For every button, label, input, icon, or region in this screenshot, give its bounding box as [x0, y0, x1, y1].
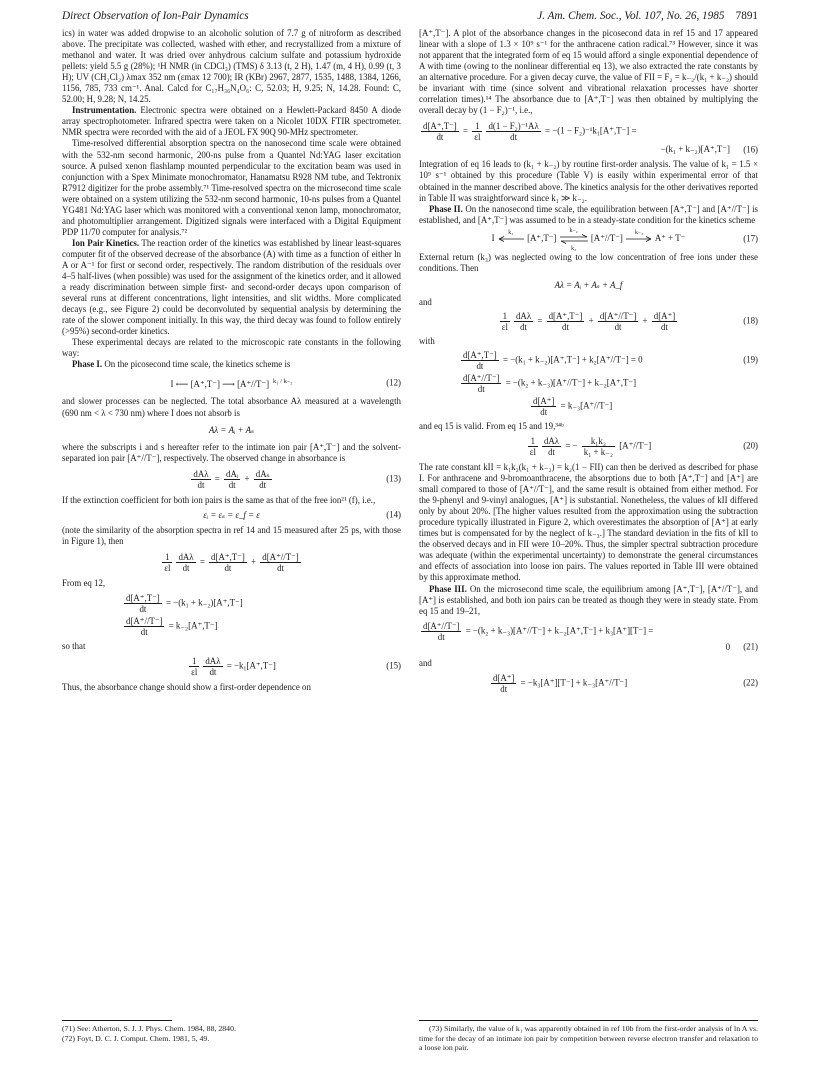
- equation-13: $\frac{\text{dAλ}}{dt}$ = $\frac{\text{dAᵢ}}{dt}$ + $\frac{\text{dAₛ}}{dt}$ (13): [193, 468, 401, 490]
- equation-rhs: = −(k₁ + k₋₂)[A⁺,T⁻] + k₂[A⁺//T⁻] = 0: [503, 354, 643, 365]
- equation-20: $\frac{1}{\varepsilon l}$ $\frac{\text{dAλ}}{dt}$ = − $\frac{\text{k₁k₂}}{\text{k₁ + k₋₂}}$ [A⁺//T⁻] (20): [529, 435, 758, 457]
- fraction-numerator: dAₛ: [255, 468, 270, 479]
- fraction-numerator: d[A⁺//T⁻]: [463, 372, 500, 383]
- equation-17: [419, 227, 758, 252]
- equation-number: (21): [743, 641, 758, 652]
- run-in-heading: Phase II.: [429, 203, 463, 214]
- equation-19: [459, 350, 758, 371]
- fraction-numerator: d[A⁺,T⁻]: [463, 349, 497, 360]
- fraction-denominator: dt: [437, 631, 445, 642]
- fraction-denominator: εl: [191, 666, 198, 677]
- equation-absorbance-three: Aλ = Aᵢ + Aₛ + A_f: [554, 279, 623, 290]
- paragraph-from-eq12: From eq 12,: [62, 577, 106, 588]
- arrow-right-icon: [625, 229, 653, 243]
- equation-rhs: = −(k₁ + k₋₂)[A⁺,T⁻]: [166, 597, 243, 608]
- equation-12: I ⟵ [A⁺,T⁻] ⟶ [A⁺//T⁻] $^{k_1 / k_{-2}}$ (12): [170, 377, 401, 390]
- equation-16-line-2: [419, 144, 758, 155]
- fraction-numerator: d[A⁺,T⁻]: [548, 310, 583, 321]
- fraction-numerator: 1: [162, 552, 172, 563]
- paragraph-absorbance: and slower processes can be neglected. The total absorbance Aλ measured at a wavelength (690 nm < λ < 730 nm) where I does not absorb is: [62, 396, 401, 418]
- right-column: [419, 28, 758, 698]
- fraction-numerator: dAλ: [193, 468, 209, 479]
- equation-rhs: = −(1 − F₂)⁻¹k₁[A⁺,T⁻] =: [544, 125, 637, 136]
- fraction-denominator: dt: [520, 321, 528, 332]
- equation-rhs: 0: [725, 641, 730, 652]
- equation-number: (20): [743, 440, 758, 451]
- paragraph-extinction: If the extinction coefficient for both ion pairs is the same as that of the free ion²¹ (f), i.e.,: [62, 494, 376, 505]
- paragraph-integration: Integration of eq 16 leads to (k₁ + k₋₂) by routine first-order analysis. The value of k₁ = 1.5 × 10⁹ s⁻¹ obtained by this procedure (Table V) is easily within experimental error of that obtained in the manner described above. The kinetics analysis for the other derivatives reported in Table II was straightforward since k₁ ≫ k₋₂.: [419, 159, 758, 203]
- equation-21: [419, 621, 758, 642]
- fraction-numerator: dAλ: [205, 655, 221, 666]
- equilibrium-arrow-icon: [559, 227, 589, 252]
- equation-rhs: = −k₁[A⁺,T⁻]: [226, 660, 276, 671]
- equation-number: (19): [743, 354, 758, 365]
- fraction-denominator: dt: [510, 132, 518, 143]
- footnotes-right: [419, 1024, 758, 1053]
- paragraph-picosecond: [A⁺,T⁻]. A plot of the absorbance changes in the picosecond data in ref 15 and 17 appeared linear with a slope of 1.3 × 10⁹ s⁻¹ for the anthracene cation radical.⁷³ However, since it was not apparent that the integrated form of eq 15 would afford a single exponential dependence of A with time (owing to the nonlinear differential eq 13), we also extracted the rate constants by an alternative procedure. For a given decay curve, the value of FII = F₂ = k₋₂/(k₁ + k₋₂) should be invariant with time (since solvent and vibrational relaxation processes have shorter correlation times).¹⁴ The absorbance due to [A⁺,T⁻] was then obtained by multiplying the overall decay by (1 − F₂)⁻¹, i.e.,: [419, 28, 758, 116]
- equation-19c: [529, 396, 758, 417]
- header-page-number: 7891: [735, 10, 758, 22]
- header-journal: [537, 10, 758, 22]
- paragraph-so-that: so that: [62, 640, 86, 651]
- paragraph-text: On the picosecond time scale, the kinetics scheme is: [102, 359, 291, 370]
- equation-number: (14): [386, 509, 401, 520]
- equation-number: (18): [743, 315, 758, 326]
- fraction-numerator: d[A⁺//T⁻]: [423, 620, 460, 631]
- equation-number: (16): [743, 144, 758, 155]
- fraction-denominator: dt: [614, 321, 622, 332]
- fraction-denominator: dt: [540, 406, 548, 417]
- paragraph-phase-ii: [419, 204, 758, 226]
- fraction-denominator: dt: [197, 479, 205, 490]
- fraction-numerator: k₁k₂: [582, 436, 615, 447]
- fraction-numerator: d[A⁺]: [493, 672, 515, 683]
- header-journal-name: J. Am. Chem. Soc., Vol. 107, No. 26, 1985: [537, 10, 725, 22]
- fraction-denominator: dt: [500, 683, 508, 694]
- species-I: I: [491, 232, 495, 243]
- equation-21-line-2: [419, 642, 758, 653]
- paragraph-note: (note the similarity of the absorption spectra in ref 14 and 15 measured after 25 ps, with those in Figure 1), then: [62, 524, 401, 546]
- paragraph-text: Electronic spectra were obtained on a Hewlett-Packard 8450 A diode array spectrophotometer. Infrared spectra were taken on a Nicolet 10DX FTIR spectrometer. NMR spectra were recorded with the aid of a JEOL FX 90Q 90-MHz spectrometer.: [62, 105, 401, 138]
- equation-22: [489, 673, 758, 694]
- species-free-ions: A⁺ + T⁻: [654, 232, 686, 243]
- fraction-numerator: d(1 − F₂)⁻¹Aλ: [488, 121, 539, 132]
- paragraph-and-2: and: [419, 657, 432, 668]
- fraction-numerator: 1: [528, 436, 538, 447]
- fraction-denominator: dt: [277, 562, 284, 573]
- fraction-denominator: dt: [477, 383, 485, 394]
- paragraph-rate-constant: The rate constant kII = k₁k₂(k₁ + k₋₂) = k₂(1 − FII) can then be derived as described for phase I. For anthracene and 9-bromoanthracene, the absorptions due to both [A⁺,T⁻] and [A⁺] are small compared to those of [A⁺//T⁻], and the same result is obtained from either method. For the 9-phenyl and 9-vinyl analogues, [A⁺] is substantial. Nonetheless, the values of kII differed only by about 20%. [The higher values resulted from the approximation using the subtraction procedure typically illustrated in Figure 2, which overestimates the absorption of [A⁺] at early times but is compensated for by the neglect of k₋₃.] The standard deviation in the fits of kII to the observed decays and in FII were 10–20%. Thus, the simpler spectral subtraction procedure was adequate (within the experimental uncertainty) to demonstrate the general circumstances and effects of association into loose ion pairs. The values reported in Table III were obtained by this approximate method.: [419, 461, 758, 583]
- fraction-denominator: dt: [209, 666, 217, 677]
- paragraph-ion-pair-kinetics: [62, 238, 401, 337]
- fraction-numerator: d[A⁺]: [653, 310, 676, 321]
- fraction-denominator: dt: [548, 446, 555, 457]
- equation-text: εᵢ = εₛ = ε_f = ε: [203, 509, 260, 520]
- equation-rhs: = −k₃[A⁺][T⁻] + k₋₃[A⁺//T⁻]: [520, 677, 628, 688]
- fraction-denominator: dt: [228, 479, 236, 490]
- paragraph-phase-iii: [419, 584, 758, 617]
- paragraph-and: and: [419, 296, 432, 307]
- equation-19b: [459, 373, 758, 394]
- fraction-denominator: dt: [436, 132, 444, 143]
- fraction-numerator: dAλ: [543, 435, 560, 446]
- run-in-heading: Phase III.: [429, 583, 467, 594]
- equation-16: $\frac{d[A^+,T^-]}{dt}$ = $\frac{1}{\varepsilon l}$ $\frac{\text{d(1 − F₂)⁻¹Aλ}}{dt}$ = −(1 − F₂)⁻¹k₁[A⁺,T⁻] =: [423, 121, 637, 143]
- fraction-numerator: d[A⁺,T⁻]: [423, 121, 457, 132]
- fraction-numerator: 1: [189, 656, 199, 667]
- equation-15: [62, 656, 401, 677]
- fraction-denominator: εl: [529, 446, 536, 457]
- equation-rhs: = k₋₃[A⁺//T⁻]: [560, 400, 613, 411]
- fraction-numerator: d[A⁺,T⁻]: [126, 592, 160, 603]
- fraction-denominator: εl: [474, 132, 481, 143]
- footnote-73: (73) Similarly, the value of k₁ was apparently obtained in ref 10b from the first-order analysis of ln A vs. time for the decay of an intimate ion pair by competition between reverse electron transfer and relaxation to a loose ion pair.: [419, 1024, 758, 1053]
- arrow-left-icon: [497, 229, 525, 243]
- fraction-numerator: d[A⁺]: [533, 395, 555, 406]
- fraction-numerator: dAλ: [178, 551, 194, 562]
- paragraph-text: The reaction order of the kinetics was established by linear least-squares computer fit of the observed decrease of the absorbance (A) with time as a function of either ln A or A⁻¹ for first or second order, respectively. The random distribution of the residuals over 4–5 half-lives (when possible) was used for the assignment of the kinetics order, and it allowed a ready discrimination between simple first- and second-order decays upon comparison of several runs at different concentrations, light intensities, and slit widths. More complicated decays (e.g., see Figure 2) could be deconvoluted by sequential analysis by determining the rate of the slower component initially. In this way, the third decay was found to follow entirely (>95%) second-order kinetics.: [62, 237, 401, 337]
- equation-rhs: −(k₁ + k₋₂)[A⁺,T⁻]: [660, 144, 730, 155]
- equation-rhs: = k₋₂[A⁺,T⁻]: [168, 620, 218, 631]
- run-in-heading: Ion Pair Kinetics.: [72, 237, 140, 248]
- running-header: [62, 10, 758, 26]
- equation-d-intimate: [122, 593, 401, 614]
- fraction-numerator: dAᵢ: [226, 468, 239, 479]
- rate-label: k₋₃: [634, 229, 644, 236]
- equation-number: (15): [386, 660, 401, 671]
- footnotes-left: [62, 1024, 401, 1043]
- rate-label: k₁: [272, 378, 279, 386]
- fraction-denominator: k₁ + k₋₂: [583, 446, 613, 457]
- left-column: [62, 28, 401, 693]
- fraction-denominator: dt: [562, 321, 569, 332]
- equation-d-solvent-separated: [122, 616, 401, 637]
- scheme-text: I ⟵ [A⁺,T⁻] ⟶ [A⁺//T⁻]: [170, 379, 270, 390]
- footnote-72: (72) Foyt, D. C. J. Comput. Chem. 1981, 5, 49.: [62, 1033, 210, 1043]
- equation-number: (17): [743, 233, 758, 244]
- rate-label: k₋₂: [569, 227, 578, 234]
- fraction-denominator: dt: [182, 562, 190, 573]
- fraction-denominator: εl: [164, 562, 171, 573]
- fraction-numerator: 1: [472, 121, 482, 132]
- paragraph-with: with: [419, 335, 435, 346]
- footnote-rule: [419, 1020, 758, 1021]
- equation-14: [62, 510, 401, 521]
- paragraph-external-return: External return (k₃) was neglected owing to the low concentration of free ions under these conditions. Then: [419, 251, 758, 273]
- paragraph-decays: These experimental decays are related to the microscopic rate constants in the following way:: [62, 337, 401, 359]
- fraction-numerator: dAλ: [515, 310, 532, 321]
- paragraph-spectra: Time-resolved differential absorption spectra on the nanosecond time scale were obtained with the 532-nm second harmonic, 200-ns pulse from a Quantel Nd:YAG laser excitation source. A pulsed xenon flashlamp mounted perpendicular to the excitation beam was used in conjunction with a Spex Minimate monochromator, Hanamatsu R928 NM tube, and Tektronix R7912 digitizer for the probe assembly.⁷¹ Time-resolved spectra on the microsecond time scale were obtained on a system utilizing the 532-nm second harmonic, 10-ns pulses from a Quantel YG481 Nd:YAG laser which was monitored with a conventional xenon lamp, monochromator, and photomultiplier arrangement. Digitized signals were interfaced with a Digital Equipment PDP 11/70 computer for analysis.⁷²: [62, 138, 401, 237]
- fraction-denominator: dt: [139, 603, 147, 614]
- fraction-denominator: dt: [476, 360, 484, 371]
- equation-absorbance-sum: Aλ = Aᵢ + Aₛ: [208, 424, 255, 435]
- footnote-rule: [62, 1020, 172, 1021]
- fraction-denominator: dt: [224, 562, 232, 573]
- paragraph-text: On the microsecond time scale, the equilibrium among [A⁺,T⁻], [A⁺//T⁻], and [A⁺] is established, and both ion pairs can be treated as though they were in steady state. From eq 15 and 19–21,: [419, 583, 758, 616]
- paragraph-instrumentation: [62, 105, 401, 138]
- species-intimate: [A⁺,T⁻]: [527, 232, 557, 243]
- fraction-numerator: d[A⁺//T⁻]: [599, 310, 637, 321]
- footnote-71: (71) See: Atherton, S. J. J. Phys. Chem. 1984, 88, 2840.: [62, 1024, 236, 1033]
- paragraph-thus: Thus, the absorbance change should show a first-order dependence on: [62, 681, 311, 692]
- equation-number: (22): [743, 677, 758, 688]
- paragraph-phase-i: [62, 359, 401, 370]
- paragraph-subscripts: where the subscripts i and s hereafter refer to the intimate ion pair [A⁺,T⁻] and the solvent-separated ion pair [A⁺//T⁻], respectively. The observed change in absorbance is: [62, 441, 401, 463]
- fraction-denominator: dt: [259, 479, 267, 490]
- fraction-denominator: dt: [661, 321, 668, 332]
- equation-rhs: = −(k₂ + k₋₃)[A⁺//T⁻] + k₋₂[A⁺,T⁻] + k₃[A⁺][T⁻] =: [465, 625, 654, 636]
- species-solvent-separated: [A⁺//T⁻]: [590, 232, 623, 243]
- fraction-numerator: d[A⁺//T⁻]: [262, 551, 299, 562]
- fraction-numerator: d[A⁺//T⁻]: [126, 615, 163, 626]
- rate-label: k₂: [571, 245, 577, 252]
- equation-total-rate: $\frac{1}{\varepsilon l}$ $\frac{\text{dAλ}}{dt}$ = $\frac{d[A^+,T^-]}{dt}$ + $\frac{d[A^+//T^-]}{dt}$: [164, 551, 299, 573]
- rate-label: k₁: [508, 229, 514, 236]
- equation-rhs: [A⁺//T⁻]: [619, 440, 652, 451]
- rate-label: k₋₂: [283, 378, 293, 386]
- header-article-title: Direct Observation of Ion-Pair Dynamics: [62, 10, 249, 22]
- fraction-numerator: 1: [500, 311, 510, 322]
- run-in-heading: Instrumentation.: [72, 105, 137, 116]
- paragraph-eq15-valid: and eq 15 is valid. From eq 15 and 19,³⁴ᵇ: [419, 420, 564, 431]
- fraction-numerator: d[A⁺,T⁻]: [211, 551, 245, 562]
- equation-rhs: = −(k₂ + k₋₃)[A⁺//T⁻] + k₋₂[A⁺,T⁻]: [505, 377, 637, 388]
- run-in-heading: Phase I.: [72, 359, 103, 370]
- fraction-denominator: dt: [140, 626, 148, 637]
- equation-number: (12): [386, 377, 401, 388]
- fraction-denominator: εl: [501, 321, 508, 332]
- equation-number: (13): [386, 473, 401, 484]
- paragraph-synthesis: ics) in water was added dropwise to an alcoholic solution of 7.7 g of nitroform as described above. The precipitate was collected, washed with ether, and recrystallized from a mixture of methanol and water. It was dried over anhydrous calcium sulfate and potassium hydroxide pellets: yield 5.5 g (28%); ¹H NMR (in CDCl₃) (TMS) δ 3.13 (t, 2 H), 1.47 (m, 4 H), 0.99 (t, 3 H); UV (CH₂Cl₂) λmax 352 nm (εmax 12 700); IR (KBr) 2967, 2877, 1535, 1488, 1384, 1266, 1156, 785, 733 cm⁻¹. Anal. Calcd for C₁₇H₃₆N₄O₆: C, 52.03; H, 9.25; N, 14.28. Found: C, 52.00; H, 9.28; N, 14.25.: [62, 28, 401, 105]
- equation-18: $\frac{1}{\varepsilon l}$ $\frac{\text{dAλ}}{dt}$ = $\frac{d[A^+,T^-]}{dt}$ + $\frac{d[A^+//T^-]}{dt}$ + $\frac{d[A^+]}{dt}$ (18): [501, 310, 758, 332]
- paragraph-text: On the nanosecond time scale, the equilibration between [A⁺,T⁻] and [A⁺//T⁻] is established, and [A⁺,T⁻] was assumed to be in a steady-state condition for the kinetics scheme: [419, 203, 758, 225]
